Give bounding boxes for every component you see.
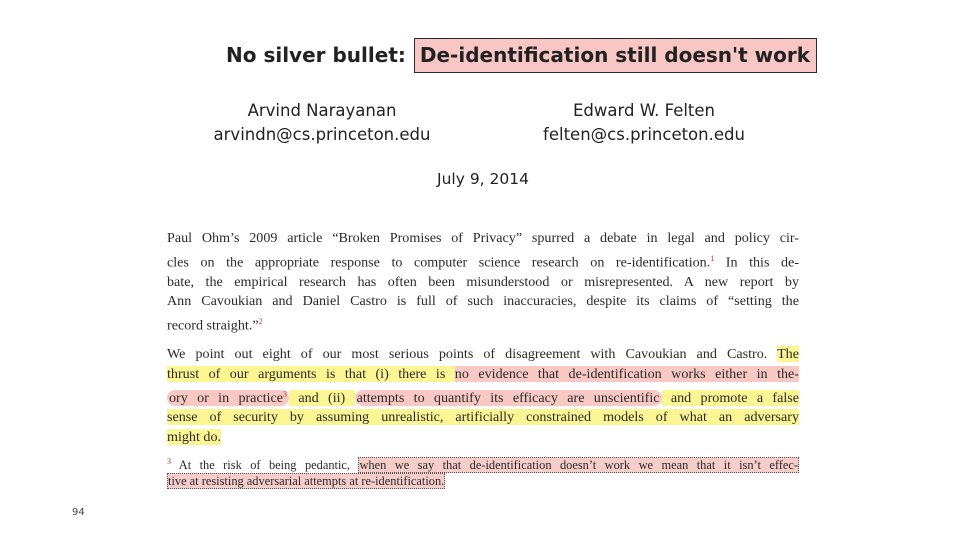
pink-highlight: when we say that de-identification doesn’t work we mean that it isn’t effec- — [359, 458, 798, 473]
yellow-highlight: and promote a false — [661, 389, 800, 406]
publication-date: July 9, 2014 — [437, 170, 529, 188]
footnote-ref[interactable]: 2 — [258, 316, 263, 326]
footnote-ref[interactable]: 1 — [710, 253, 715, 263]
document-title — [226, 37, 817, 73]
author-email: arvindn@cs.princeton.edu — [213, 125, 431, 144]
text-line — [167, 408, 799, 428]
author-block-2 — [494, 99, 794, 147]
text-line — [167, 474, 799, 490]
pink-highlight: attempts to quantify its efficacy are unscientific — [356, 389, 660, 406]
footnote-ref[interactable]: 3 — [283, 389, 288, 398]
yellow-highlight: and (ii) — [289, 389, 355, 406]
paragraph-argument — [167, 345, 799, 447]
author-name: Edward W. Felten — [572, 101, 716, 120]
page-number: 94 — [72, 507, 85, 518]
text-line: bate, the empirical research has often been misunderstood or misrepresented. A new report by — [167, 273, 799, 290]
yellow-highlight: might do. — [167, 428, 222, 445]
paragraph-intro — [167, 229, 799, 336]
author-name: Arvind Narayanan — [247, 101, 397, 120]
text-line: Ann Cavoukian and Daniel Castro is full of such inaccuracies, despite its claims of “setting the — [167, 293, 799, 310]
pink-highlight: ory or in practice$^3$ — [169, 389, 288, 406]
title-prefix: No silver bullet: — [226, 43, 406, 67]
text-line — [167, 365, 799, 385]
footnote-marker: 3 — [167, 457, 171, 466]
author-email: felten@cs.princeton.edu — [543, 125, 745, 144]
text-line: We point out eight of our most serious points of disagreement with Cavoukian and Castro. The — [167, 346, 799, 362]
text-line: record straight.”$^2$ — [167, 316, 263, 334]
text-line — [167, 384, 799, 408]
pink-highlight: tive at resisting adversarial attempts at re-identification. — [168, 473, 445, 488]
yellow-highlight: The — [777, 346, 799, 362]
text-line — [167, 428, 799, 448]
yellow-highlight: sense of security by assuming unrealistic, artificially constrained models of what an adversary — [167, 409, 799, 426]
author-block-1 — [172, 99, 472, 147]
footnote — [167, 454, 799, 489]
pink-highlight: no evidence that de-identification works either in the- — [454, 365, 799, 382]
yellow-highlight: thrust of our arguments is that (i) there is — [167, 365, 455, 382]
text-line: Paul Ohm’s 2009 article “Broken Promises of Privacy” spurred a debate in legal and policy cir- — [167, 230, 799, 246]
text-line: $^3$ At the risk of being pedantic, when we say that de-identification doesn’t work we mean that it isn’t effec- — [167, 457, 798, 473]
text-line: cles on the appropriate response to computer science research on re-identification.$^1$ In this de- — [167, 253, 799, 271]
title-highlighted-phrase: De-identification still doesn't work — [414, 38, 817, 73]
